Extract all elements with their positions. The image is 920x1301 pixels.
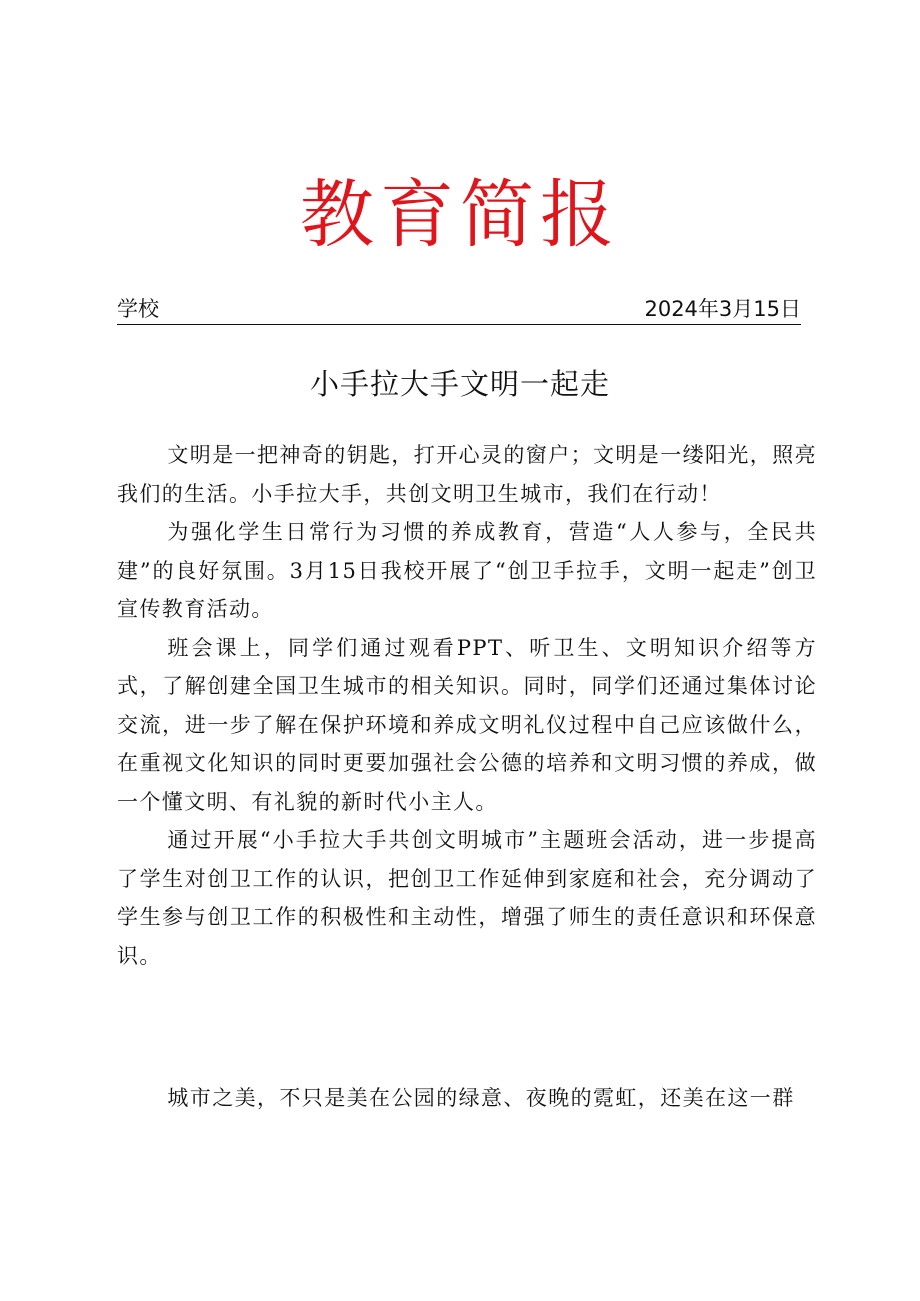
issue-date: 2024年3月15日: [644, 297, 801, 321]
header-meta-row: [117, 296, 801, 325]
school-label: 学校: [117, 297, 159, 321]
article-paragraph: 通过开展“小手拉大手共创文明城市”主题班会活动，进一步提高了学生对创卫工作的认识，把创卫工作延伸到家庭和社会，充分调动了学生参与创卫工作的积极性和主动性，增强了师生的责任意识和环保意识。: [117, 828, 817, 968]
newsletter-masthead: 教育简报: [300, 172, 620, 258]
article-title: 小手拉大手文明一起走: [309, 367, 610, 401]
article-paragraph: 文明是一把神奇的钥匙，打开心灵的窗户；文明是一缕阳光，照亮我们的生活。小手拉大手，共创文明卫生城市，我们在行动！: [117, 443, 817, 506]
article-paragraph: 为强化学生日常行为习惯的养成教育，营造“人人参与，全民共建”的良好氛围。3月15日我校开展了“创卫手拉手，文明一起走”创卫宣传教育活动。: [117, 520, 817, 621]
article-paragraph: 班会课上，同学们通过观看PPT、听卫生、文明知识介绍等方式，了解创建全国卫生城市的相关知识。同时，同学们还通过集体讨论交流，进一步了解在保护环境和养成文明礼仪过程中自己应该做什么，在重视文化知识的同时更要加强社会公德的培养和文明习惯的养成，做一个懂文明、有礼貌的新时代小主人。: [117, 635, 817, 814]
article-paragraph-continued: 城市之美，不只是美在公园的绿意、夜晚的霓虹，还美在这一群: [167, 1086, 795, 1110]
article-body: [117, 436, 817, 975]
